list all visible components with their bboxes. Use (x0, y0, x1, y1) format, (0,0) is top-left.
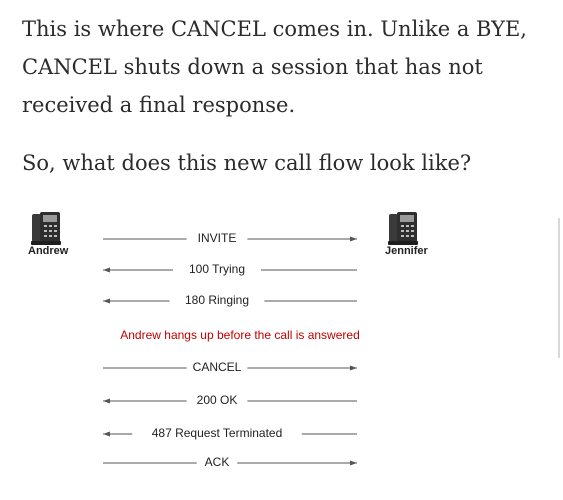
question-paragraph: So, what does this new call flow look like? (22, 151, 472, 175)
arrowhead-icon (103, 432, 110, 437)
hangup-note: Andrew hangs up before the call is answered (120, 328, 360, 342)
callee-phone-icon (388, 212, 418, 245)
arrowhead-icon (350, 366, 357, 371)
scrollbar[interactable] (558, 218, 560, 358)
intro-paragraph: This is where CANCEL comes in. Unlike a BYE, CANCEL shuts down a session that has not received a final response. (22, 17, 527, 117)
article-body (22, 10, 542, 182)
message-label: INVITE (197, 231, 237, 245)
arrowhead-icon (350, 237, 357, 242)
message-label: ACK (204, 455, 230, 469)
message-label: 200 OK (196, 393, 238, 407)
callee-label: Jennifer (385, 245, 428, 257)
arrowhead-icon (350, 461, 357, 466)
sip-call-flow-diagram (0, 200, 563, 500)
arrowhead-icon (103, 399, 110, 404)
caller-phone-icon (31, 212, 61, 245)
caller-label: Andrew (28, 245, 69, 257)
arrowhead-icon (103, 268, 110, 273)
message-label: 180 Ringing (184, 293, 250, 307)
arrowhead-icon (103, 299, 110, 304)
message-label: 100 Trying (188, 262, 246, 276)
message-label: CANCEL (192, 360, 242, 374)
call-flow-svg (0, 200, 563, 500)
message-label: 487 Request Terminated (151, 426, 283, 440)
